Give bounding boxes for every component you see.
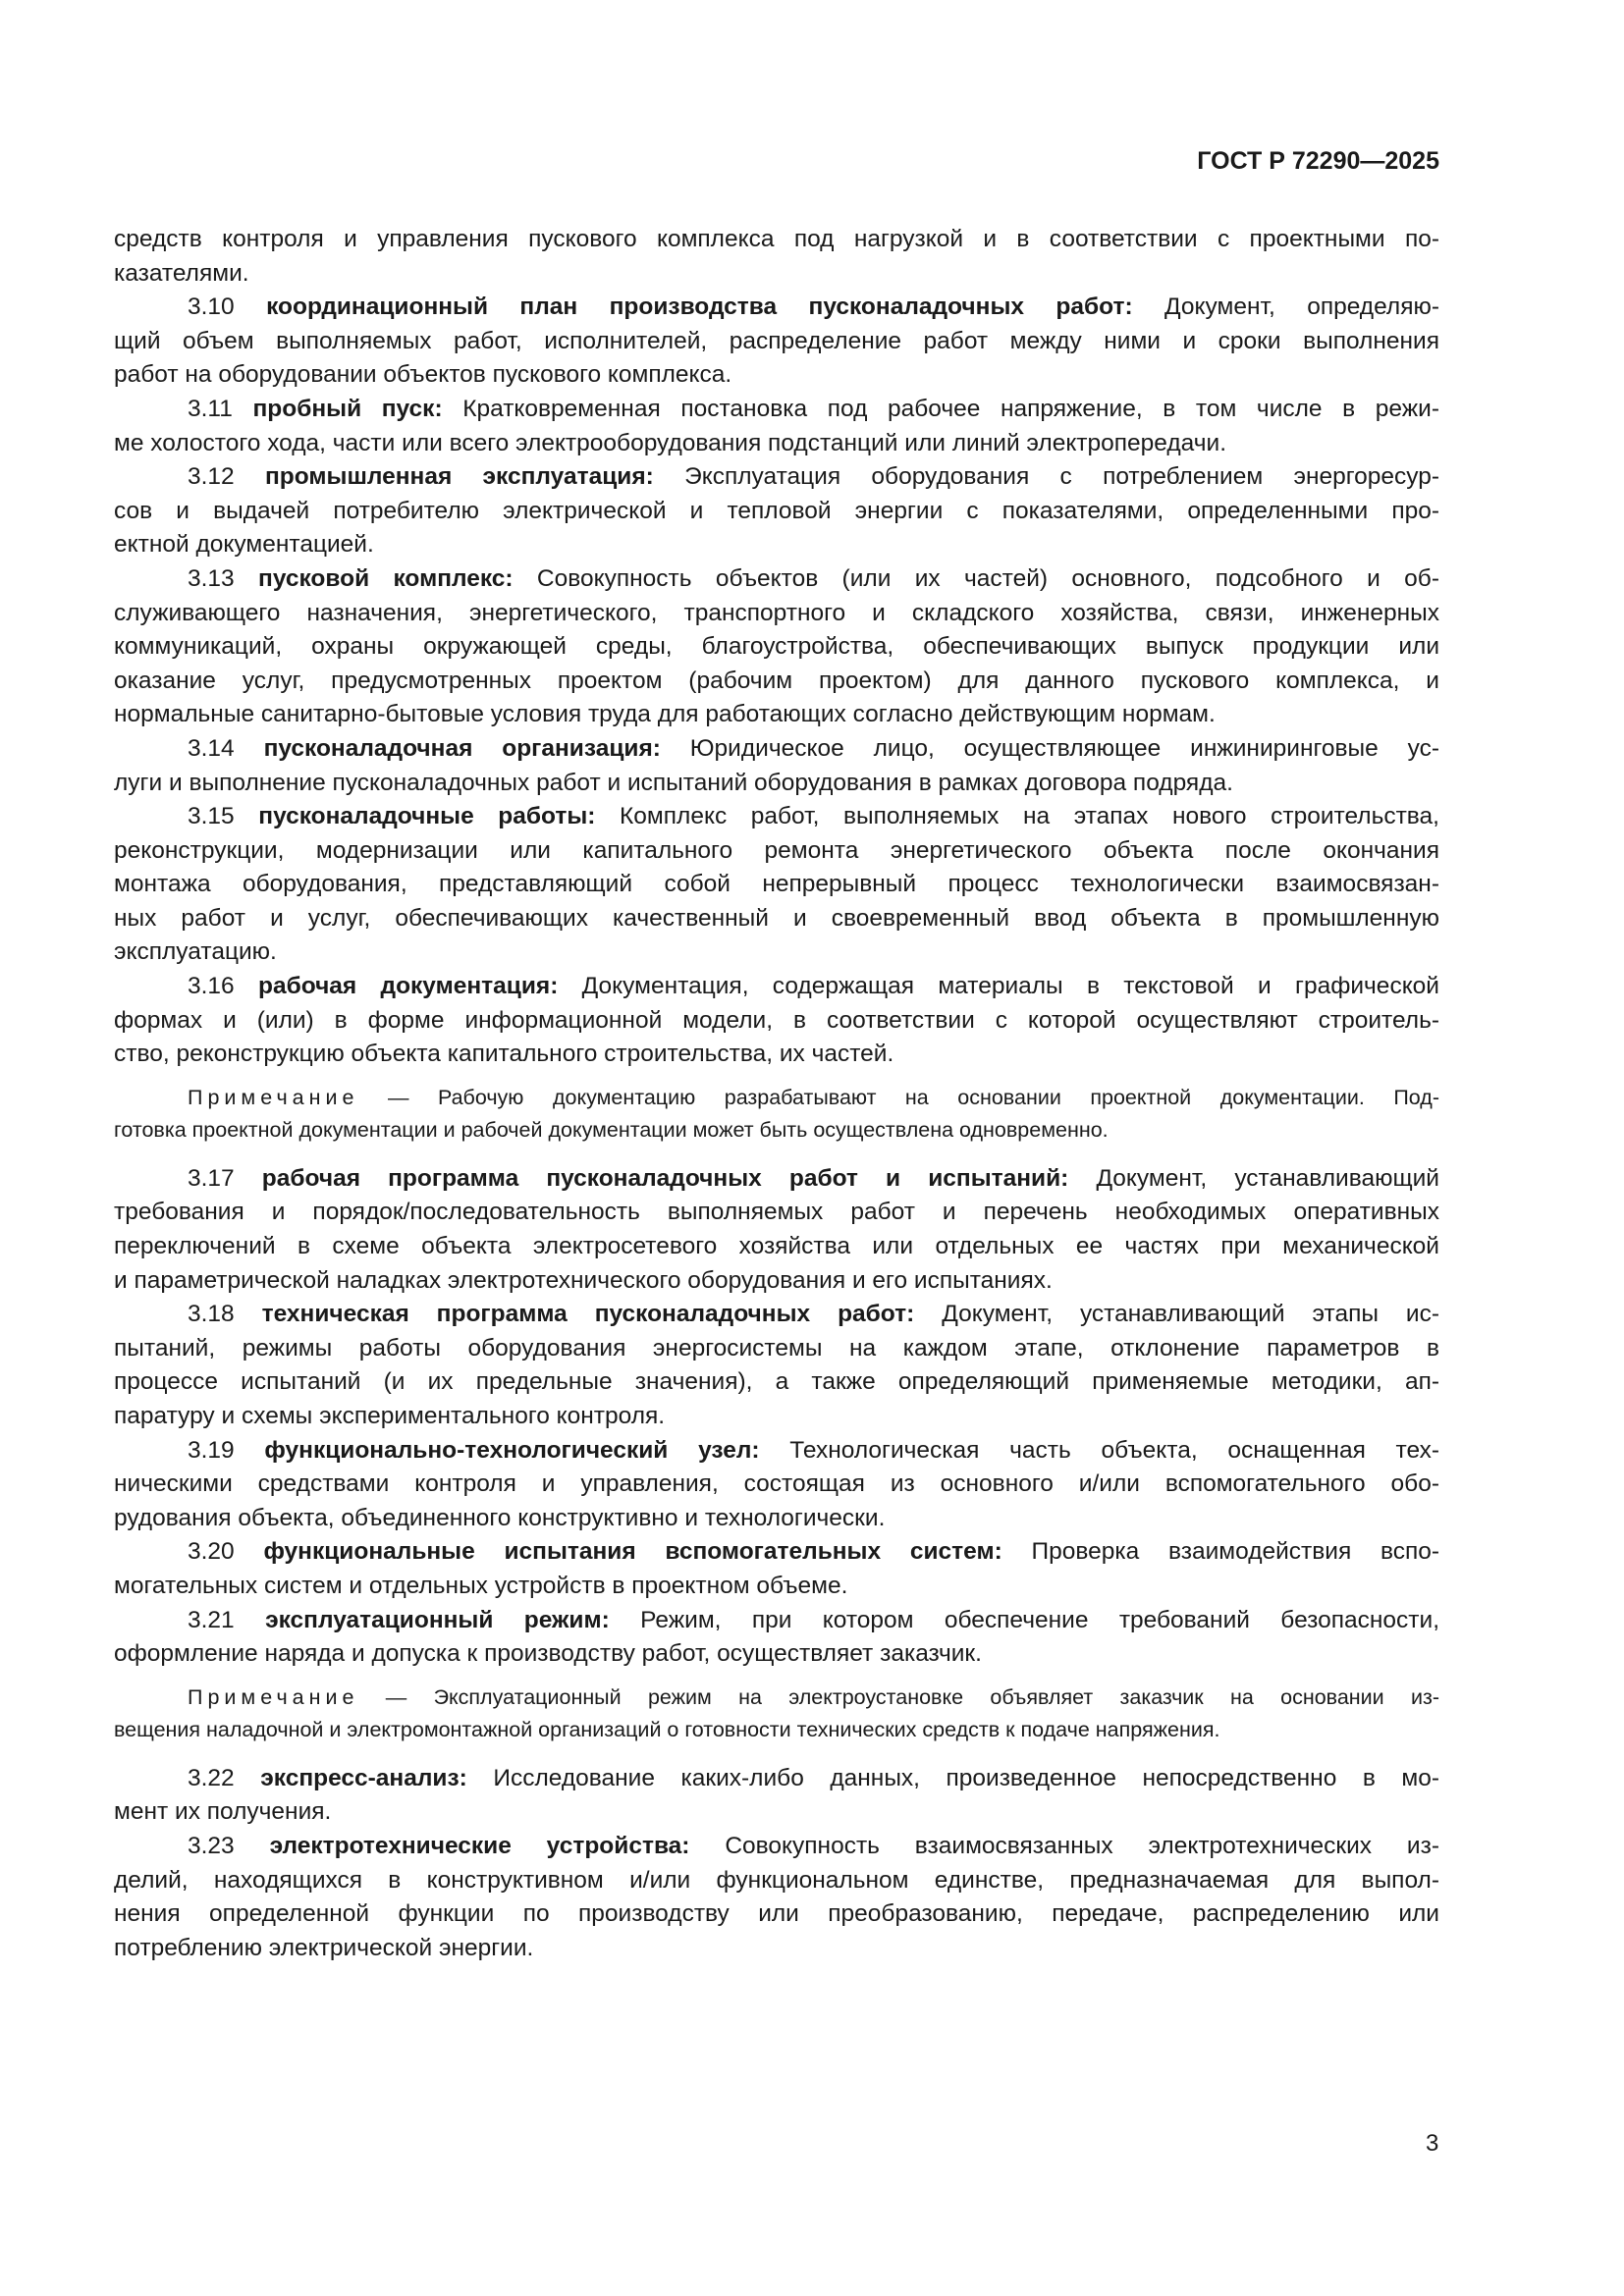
paragraph-line: казателями. [114, 259, 249, 287]
paragraph-first-line [114, 1604, 1439, 1638]
note-text: — Рабочую документацию разрабатывают на основании проектной документации. Под- [387, 1085, 1439, 1109]
clause-number: 3.13 [188, 564, 235, 592]
paragraph-first-line [114, 1535, 1439, 1570]
paragraph-line: ектной документацией. [114, 531, 374, 559]
clause-number: 3.15 [188, 803, 235, 830]
paragraph-line: формах и (или) в форме информационной модели, в соответствии с которой осуществляют строитель- [114, 1006, 1439, 1034]
definition-text: Проверка взаимодействия вспо- [1031, 1538, 1440, 1566]
clause-number: 3.14 [188, 734, 235, 762]
definition-paragraph [114, 393, 1439, 460]
defined-term: электротехнические устройства: [269, 1832, 690, 1859]
paragraph-line: ных работ и услуг, обеспечивающих качественный и своевременный ввод объекта в промышленную [114, 904, 1439, 932]
defined-term: рабочая программа пусконаладочных работ и испытаний: [261, 1164, 1069, 1192]
paragraph-line: коммуникаций, охраны окружающей среды, благоустройства, обеспечивающих выпуск продукции или [114, 633, 1439, 661]
definition-text: Совокупность объектов (или их частей) основного, подсобного и об- [536, 564, 1439, 592]
clause-number: 3.19 [188, 1436, 235, 1464]
note-first-line [114, 1682, 1439, 1714]
paragraph-line: луги и выполнение пусконаладочных работ и испытаний оборудования в рамках договора подряда. [114, 769, 1233, 796]
paragraph-line: могательных систем и отдельных устройств в проектном объеме. [114, 1572, 848, 1599]
paragraph-line: потреблению электрической энергии. [114, 1934, 534, 1961]
defined-term: функционально-технологический узел: [264, 1436, 760, 1464]
clause-number: 3.16 [188, 973, 235, 1000]
defined-term: экспресс-анализ: [260, 1764, 467, 1791]
clause-number: 3.12 [188, 463, 235, 491]
definition-paragraph [114, 1162, 1439, 1298]
definition-paragraph [114, 1762, 1439, 1830]
note-text: — Эксплуатационный режим на электроустановке объявляет заказчик на основании из- [385, 1684, 1440, 1709]
definition-paragraph [114, 460, 1439, 562]
definition-paragraph [114, 562, 1439, 732]
definition-paragraph [114, 291, 1439, 393]
clause-number: 3.20 [188, 1538, 235, 1566]
paragraph-line: служивающего назначения, энергетического, транспортного и складского хозяйства, связи, инженерных [114, 599, 1439, 626]
paragraph-line: делий, находящихся в конструктивном и/или функциональном единстве, предназначаемая для выпол- [114, 1866, 1439, 1894]
paragraph-line: монтажа оборудования, представляющий собой непрерывный процесс технологически взаимосвязан- [114, 871, 1439, 898]
note-line: вещения наладочной и электромонтажной организаций о готовности технических средств к подаче напряжения. [114, 1717, 1220, 1741]
paragraph-first-line [114, 970, 1439, 1004]
definition-paragraph [114, 1298, 1439, 1433]
paragraph-first-line [114, 1830, 1439, 1864]
clause-number: 3.10 [188, 294, 235, 321]
defined-term: пусконаладочная организация: [263, 734, 661, 762]
note-line: готовка проектной документации и рабочей документации может быть осуществлена одновременно. [114, 1117, 1109, 1142]
paragraph-line: переключений в схеме объекта электросетевого хозяйства или отдельных ее частях при механической [114, 1233, 1439, 1260]
definition-paragraph [114, 1604, 1439, 1672]
page-number: 3 [1426, 2130, 1439, 2157]
note-label: Примечание [188, 1085, 359, 1109]
definition-text: Документ, определяю- [1164, 294, 1440, 321]
document-id-header: ГОСТ Р 72290—2025 [1197, 147, 1439, 175]
paragraph-line: ме холостого хода, части или всего электрооборудования подстанций или линий электропередачи. [114, 429, 1227, 456]
note-block [114, 1682, 1439, 1746]
paragraph-line: эксплуатацию. [114, 938, 277, 966]
definition-paragraph [114, 1434, 1439, 1536]
defined-term: пусконаладочные работы: [258, 803, 596, 830]
definition-paragraph [114, 970, 1439, 1072]
definition-paragraph [114, 732, 1439, 800]
paragraph-first-line [114, 1762, 1439, 1796]
clause-number: 3.21 [188, 1606, 235, 1633]
definition-paragraph [114, 1535, 1439, 1603]
paragraph-first-line [114, 393, 1439, 427]
definition-text: Кратковременная постановка под рабочее напряжение, в том числе в режи- [462, 395, 1439, 422]
clause-number: 3.18 [188, 1301, 235, 1328]
defined-term: рабочая документация: [258, 973, 559, 1000]
paragraph-line: нормальные санитарно-бытовые условия труда для работающих согласно действующим нормам. [114, 701, 1216, 728]
paragraph-line: ническими средствами контроля и управления, состоящая из основного и/или вспомогательного обо- [114, 1470, 1439, 1498]
note-first-line [114, 1082, 1439, 1114]
paragraph-line: процессе испытаний (и их предельные значения), а также определяющий применяемые методики, ап- [114, 1368, 1439, 1396]
definition-text: Эксплуатация оборудования с потреблением энергоресур- [684, 463, 1440, 491]
definition-text: Документ, устанавливающий [1096, 1164, 1439, 1192]
paragraph-first-line [114, 460, 1439, 495]
definition-paragraph [114, 223, 1439, 291]
paragraph-line: оказание услуг, предусмотренных проектом (рабочим проектом) для данного пускового комплекса, и [114, 667, 1439, 694]
clause-number: 3.17 [188, 1164, 235, 1192]
defined-term: промышленная эксплуатация: [264, 463, 654, 491]
paragraph-line: и параметрической наладках электротехнического оборудования и его испытаниях. [114, 1266, 1053, 1294]
paragraph-line: нения определенной функции по производству или преобразованию, передаче, распределению или [114, 1900, 1439, 1928]
definition-text: Совокупность взаимосвязанных электротехнических из- [725, 1832, 1440, 1859]
paragraph-first-line [114, 1162, 1439, 1197]
definition-text: Документация, содержащая материалы в текстовой и графической [581, 973, 1439, 1000]
paragraph-first-line [114, 732, 1439, 767]
paragraph-line: средств контроля и управления пускового комплекса под нагрузкой и в соответствии с проектными по- [114, 226, 1439, 252]
defined-term: техническая программа пусконаладочных работ: [261, 1301, 915, 1328]
note-label: Примечание [188, 1684, 359, 1709]
defined-term: функциональные испытания вспомогательных систем: [263, 1538, 1002, 1566]
document-body [114, 223, 1439, 1965]
definition-text: Режим, при котором обеспечение требований безопасности, [640, 1606, 1439, 1633]
paragraph-line: щий объем выполняемых работ, исполнителей, распределение работ между ними и сроки выполнения [114, 327, 1439, 354]
paragraph-line: паратуру и схемы экспериментального контроля. [114, 1403, 666, 1429]
paragraph-line: мент их получения. [114, 1798, 332, 1826]
definition-text: Комплекс работ, выполняемых на этапах нового строительства, [620, 803, 1439, 830]
defined-term: эксплуатационный режим: [265, 1606, 610, 1633]
clause-number: 3.23 [188, 1832, 235, 1859]
clause-number: 3.22 [188, 1764, 235, 1791]
definition-paragraph [114, 1830, 1439, 1965]
paragraph-first-line [114, 800, 1439, 834]
defined-term: пусковой комплекс: [258, 564, 514, 592]
paragraph-first-line [114, 1434, 1439, 1468]
paragraph-line: оформление наряда и допуска к производству работ, осуществляет заказчик. [114, 1640, 982, 1668]
defined-term: пробный пуск: [252, 395, 443, 422]
paragraph-first-line [114, 1298, 1439, 1332]
note-block [114, 1082, 1439, 1147]
paragraph-line: пытаний, режимы работы оборудования энергосистемы на каждом этапе, отклонение параметров в [114, 1334, 1439, 1362]
paragraph-line: реконструкции, модернизации или капитального ремонта энергетического объекта после окончания [114, 836, 1439, 864]
paragraph-line: работ на оборудовании объектов пускового комплекса. [114, 361, 732, 389]
paragraph-line: рудования объекта, объединенного конструктивно и технологически. [114, 1504, 886, 1531]
paragraph-first-line [114, 562, 1439, 597]
paragraph-first-line [114, 291, 1439, 325]
paragraph-line: ство, реконструкцию объекта капитального строительства, их частей. [114, 1041, 894, 1068]
defined-term: координационный план производства пусконаладочных работ: [266, 294, 1133, 321]
definition-text: Технологическая часть объекта, оснащенная тех- [789, 1436, 1439, 1464]
definition-text: Исследование каких-либо данных, произведенное непосредственно в мо- [493, 1764, 1440, 1791]
definition-text: Юридическое лицо, осуществляющее инжиниринговые ус- [689, 734, 1440, 762]
definition-text: Документ, устанавливающий этапы ис- [942, 1301, 1439, 1328]
paragraph-line: сов и выдачей потребителю электрической и тепловой энергии с показателями, определенными про- [114, 497, 1439, 524]
definition-paragraph [114, 800, 1439, 970]
clause-number: 3.11 [188, 395, 233, 422]
paragraph-line: требования и порядок/последовательность выполняемых работ и перечень необходимых оперативных [114, 1199, 1439, 1226]
